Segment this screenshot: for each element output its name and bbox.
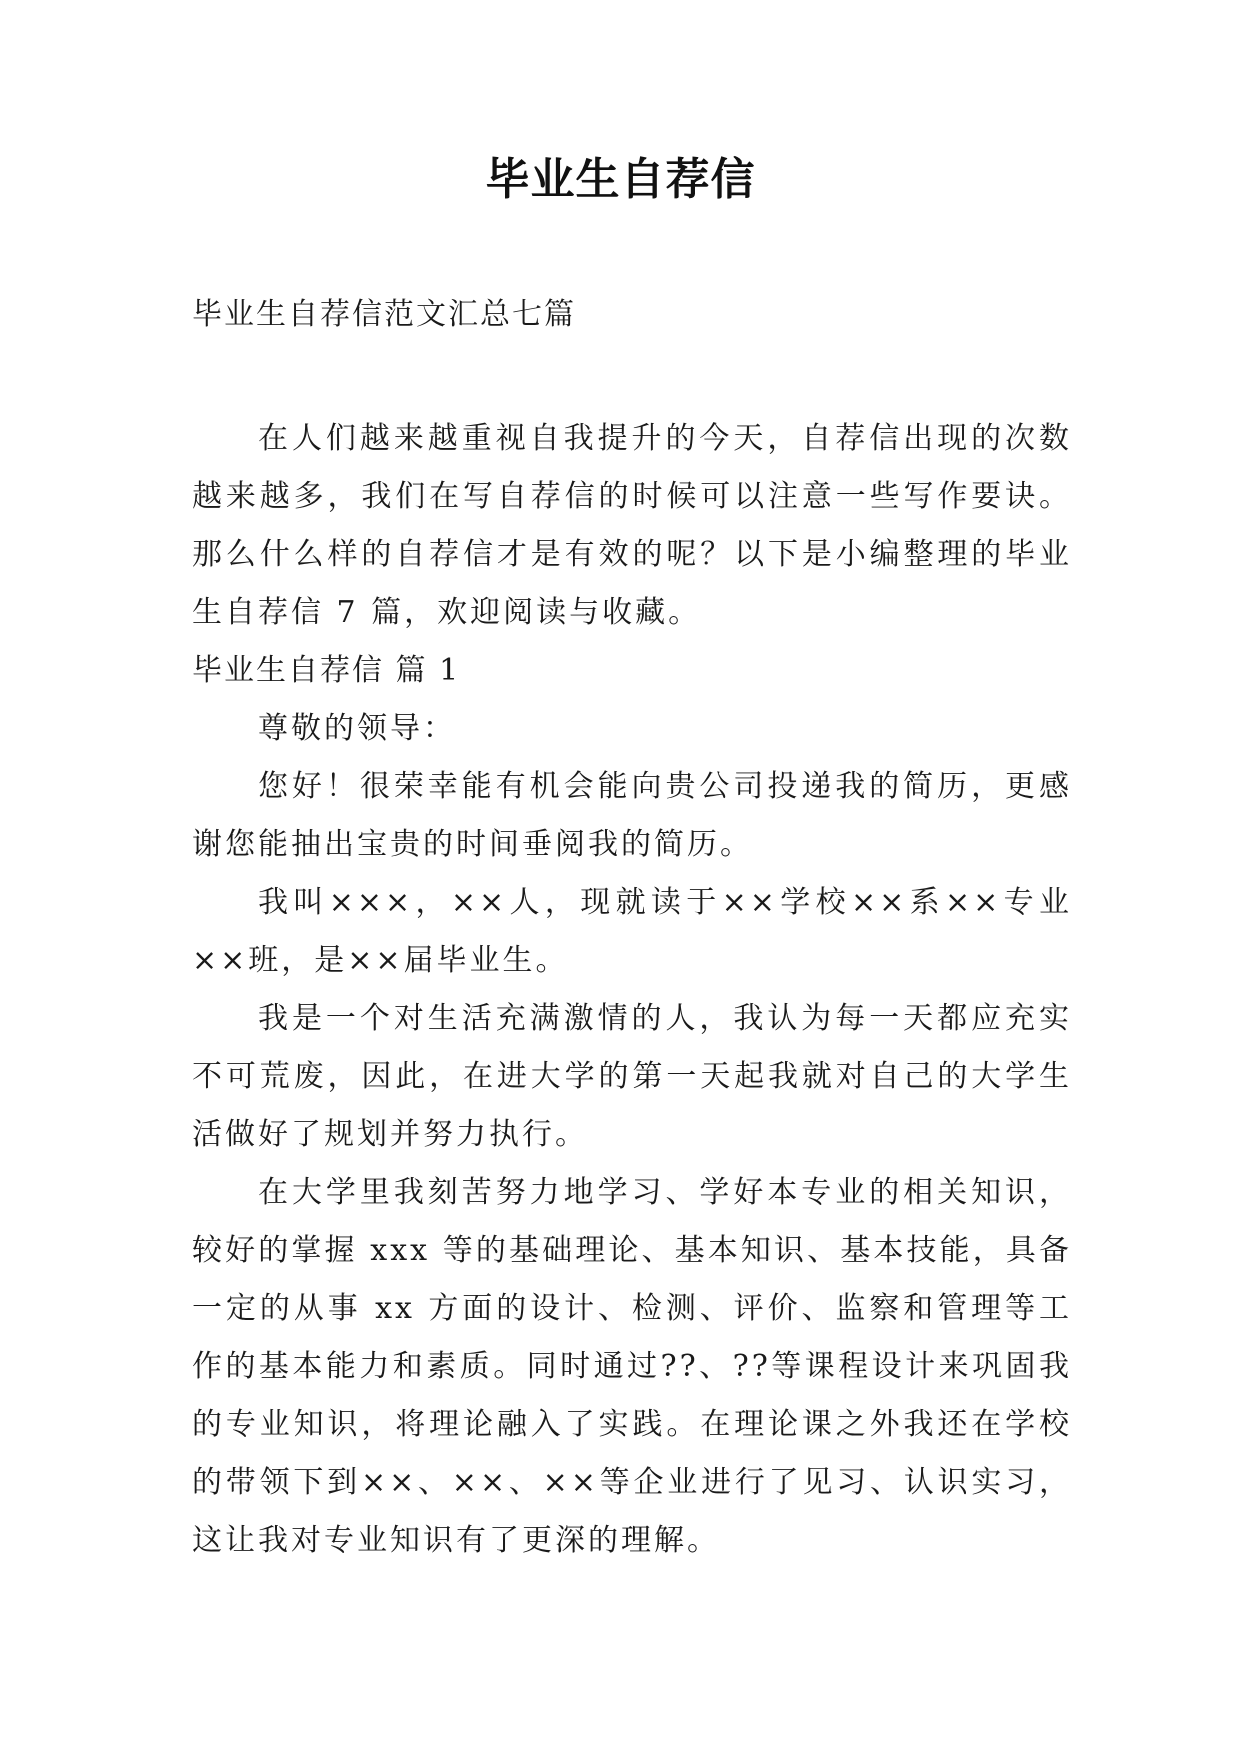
document-subtitle: 毕业生自荐信范文汇总七篇 <box>192 297 576 332</box>
document-body <box>192 410 1072 1570</box>
body-paragraph: 在大学里我刻苦努力地学习、学好本专业的相关知识，较好的掌握 xxx 等的基础理论、基本知识、基本技能，具备一定的从事 xx 方面的设计、检测、评价、监察和管理等工作的基本能力和素质。同时通过??、??等课程设计来巩固我的专业知识，将理论融入了实践。在理论课之外我还在学校的带领下到××、××、××等企业进行了见习、认识实习，这让我对专业知识有了更深的理解。 <box>192 1175 1072 1558</box>
salutation: 尊敬的领导： <box>258 711 456 746</box>
intro-paragraph: 在人们越来越重视自我提升的今天，自荐信出现的次数越来越多，我们在写自荐信的时候可以注意一些写作要诀。那么什么样的自荐信才是有效的呢？以下是小编整理的毕业生自荐信 7 篇，欢迎阅读与收藏。 <box>192 421 1072 630</box>
section-heading: 毕业生自荐信 篇 1 <box>192 653 461 688</box>
body-paragraph: 您好！很荣幸能有机会能向贵公司投递我的简历，更感谢您能抽出宝贵的时间垂阅我的简历。 <box>192 769 1072 862</box>
document-title: 毕业生自荐信 <box>485 154 756 205</box>
body-paragraph: 我叫×××，××人，现就读于××学校××系××专业××班，是××届毕业生。 <box>192 885 1072 978</box>
body-paragraph: 我是一个对生活充满激情的人，我认为每一天都应充实不可荒废，因此，在进大学的第一天起我就对自己的大学生活做好了规划并努力执行。 <box>192 1001 1072 1152</box>
